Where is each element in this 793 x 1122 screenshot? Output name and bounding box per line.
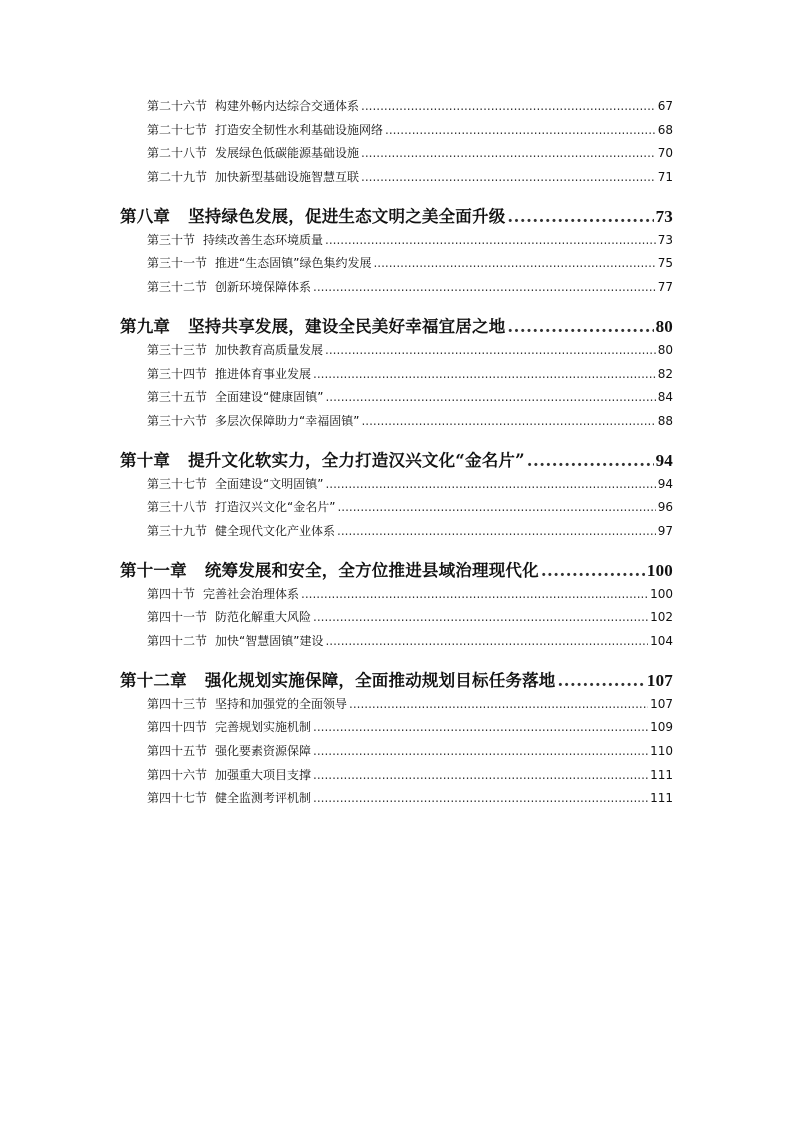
chapter-block bbox=[0, 203, 793, 302]
chapter-block bbox=[0, 667, 793, 813]
chapter-block bbox=[0, 97, 793, 192]
page-number: 70 bbox=[657, 146, 673, 161]
section-number: 第四十四节 bbox=[147, 720, 208, 735]
page-number: 75 bbox=[657, 256, 673, 271]
dot-leader bbox=[337, 524, 656, 538]
toc-section-entry[interactable] bbox=[147, 144, 673, 168]
chapter-title: 统筹发展和安全，全方位推进县域治理现代化 bbox=[204, 560, 539, 580]
page-number: 100 bbox=[650, 586, 673, 601]
page-number: 80 bbox=[655, 316, 673, 336]
section-title: 完善规划实施机制 bbox=[215, 720, 312, 735]
section-title: 加强重大项目支撑 bbox=[215, 767, 312, 782]
toc-section-entry[interactable] bbox=[147, 498, 673, 522]
toc-section-entry[interactable] bbox=[147, 585, 673, 609]
section-title: 持续改善生态环境质量 bbox=[203, 232, 324, 247]
toc-section-entry[interactable] bbox=[147, 254, 673, 278]
page-number: 68 bbox=[657, 122, 673, 137]
chapter-title: 提升文化软实力，全力打造汉兴文化“金名片” bbox=[188, 450, 525, 470]
section-title: 防范化解重大风险 bbox=[215, 610, 312, 625]
section-number: 第二十七节 bbox=[147, 122, 208, 137]
section-title: 健全监测考评机制 bbox=[215, 791, 312, 806]
toc-section-entry[interactable] bbox=[147, 718, 673, 742]
section-number: 第三十五节 bbox=[147, 390, 208, 405]
section-number: 第三十三节 bbox=[147, 342, 208, 357]
toc-section-entry[interactable] bbox=[147, 608, 673, 632]
toc-section-entry[interactable] bbox=[147, 475, 673, 499]
dot-leader bbox=[361, 146, 656, 160]
toc-chapter-entry[interactable] bbox=[120, 203, 673, 228]
section-number: 第四十六节 bbox=[147, 767, 208, 782]
section-number: 第三十节 bbox=[147, 232, 196, 247]
dot-leader bbox=[325, 477, 655, 491]
section-title: 创新环境保障体系 bbox=[215, 280, 312, 295]
chapter-number: 第十一章 bbox=[120, 560, 187, 580]
section-title: 推进“生态固镇”绿色集约发展 bbox=[215, 256, 372, 271]
page-number: 107 bbox=[646, 670, 673, 690]
toc-section-entry[interactable] bbox=[147, 632, 673, 656]
section-title: 完善社会治理体系 bbox=[203, 586, 300, 601]
toc-section-entry[interactable] bbox=[147, 97, 673, 121]
toc-section-entry[interactable] bbox=[147, 121, 673, 145]
dot-leader bbox=[361, 170, 656, 184]
dot-leader bbox=[385, 123, 656, 137]
section-number: 第三十六节 bbox=[147, 413, 208, 428]
page-number: 104 bbox=[650, 634, 673, 648]
toc-section-entry[interactable] bbox=[147, 789, 673, 813]
dot-leader bbox=[313, 791, 648, 805]
section-number: 第三十九节 bbox=[147, 523, 208, 538]
chapter-block bbox=[0, 313, 793, 436]
section-number: 第四十三节 bbox=[147, 696, 208, 711]
table-of-contents bbox=[0, 97, 793, 813]
page-number: 80 bbox=[657, 342, 673, 357]
toc-chapter-entry[interactable] bbox=[120, 313, 673, 338]
page-number: 73 bbox=[655, 206, 673, 226]
page-number: 110 bbox=[650, 744, 673, 759]
dot-leader bbox=[527, 451, 654, 470]
dot-leader bbox=[325, 390, 655, 404]
section-title: 坚持和加强党的全面领导 bbox=[215, 696, 348, 711]
section-title: 多层次保障助力“幸福固镇” bbox=[215, 413, 360, 428]
page-number: 111 bbox=[650, 791, 673, 806]
page-number: 96 bbox=[657, 500, 673, 515]
chapter-title: 强化规划实施保障，全面推动规划目标任务落地 bbox=[204, 670, 556, 690]
section-number: 第三十四节 bbox=[147, 366, 208, 381]
chapter-title: 坚持绿色发展，促进生态文明之美全面升级 bbox=[188, 206, 506, 226]
dot-leader bbox=[301, 587, 648, 601]
dot-leader bbox=[325, 343, 656, 357]
page-number: 102 bbox=[650, 610, 673, 625]
dot-leader bbox=[349, 697, 648, 711]
page-number: 71 bbox=[657, 170, 673, 185]
chapter-number: 第十章 bbox=[120, 450, 171, 470]
page-number: 73 bbox=[657, 232, 673, 247]
page-number: 97 bbox=[657, 523, 673, 538]
section-title: 打造汉兴文化“金名片” bbox=[215, 500, 336, 515]
page-number: 94 bbox=[657, 476, 673, 491]
section-title: 全面建设“健康固镇” bbox=[215, 390, 324, 405]
dot-leader bbox=[313, 367, 656, 381]
chapter-number: 第十二章 bbox=[120, 670, 187, 690]
page-number: 107 bbox=[650, 696, 673, 711]
section-title: 推进体育事业发展 bbox=[215, 366, 312, 381]
toc-chapter-entry[interactable] bbox=[120, 557, 673, 582]
page-number: 111 bbox=[650, 767, 673, 782]
section-title: 加快新型基础设施智慧互联 bbox=[215, 170, 360, 185]
section-number: 第四十一节 bbox=[147, 610, 208, 625]
page-number: 100 bbox=[646, 560, 673, 580]
section-number: 第三十二节 bbox=[147, 280, 208, 295]
chapter-title: 坚持共享发展，建设全民美好幸福宜居之地 bbox=[188, 316, 506, 336]
section-number: 第四十七节 bbox=[147, 791, 208, 806]
dot-leader bbox=[313, 744, 648, 758]
toc-section-entry[interactable] bbox=[147, 412, 673, 436]
section-title: 强化要素资源保障 bbox=[215, 744, 312, 759]
dot-leader bbox=[507, 317, 653, 336]
toc-section-entry[interactable] bbox=[147, 365, 673, 389]
dot-leader bbox=[373, 256, 655, 270]
section-number: 第三十七节 bbox=[147, 476, 208, 491]
section-title: 发展绿色低碳能源基础设施 bbox=[215, 146, 360, 161]
section-number: 第二十六节 bbox=[147, 99, 208, 113]
page-number: 77 bbox=[657, 280, 673, 295]
toc-section-entry[interactable] bbox=[147, 522, 673, 546]
section-number: 第四十节 bbox=[147, 586, 196, 601]
chapter-number: 第八章 bbox=[120, 206, 171, 226]
section-title: 加快“智慧固镇”建设 bbox=[215, 634, 324, 648]
dot-leader bbox=[541, 561, 645, 580]
page-number: 88 bbox=[657, 413, 673, 428]
section-title: 全面建设“文明固镇” bbox=[215, 476, 324, 491]
page-number: 84 bbox=[657, 390, 673, 405]
dot-leader bbox=[313, 280, 656, 294]
page-number: 67 bbox=[657, 99, 673, 113]
toc-section-entry[interactable] bbox=[147, 168, 673, 192]
toc-section-entry[interactable] bbox=[147, 766, 673, 790]
section-title: 构建外畅内达综合交通体系 bbox=[215, 99, 360, 113]
section-number: 第四十二节 bbox=[147, 634, 208, 648]
section-title: 健全现代文化产业体系 bbox=[215, 523, 336, 538]
dot-leader bbox=[361, 99, 656, 113]
toc-section-entry[interactable] bbox=[147, 278, 673, 302]
page-number: 94 bbox=[655, 450, 673, 470]
dot-leader bbox=[325, 634, 648, 648]
dot-leader bbox=[313, 720, 648, 734]
dot-leader bbox=[313, 610, 648, 624]
section-number: 第三十八节 bbox=[147, 500, 208, 515]
page-number: 109 bbox=[650, 720, 673, 735]
chapter-number: 第九章 bbox=[120, 316, 171, 336]
toc-section-entry[interactable] bbox=[147, 695, 673, 719]
section-title: 加快教育高质量发展 bbox=[215, 342, 324, 357]
toc-section-entry[interactable] bbox=[147, 742, 673, 766]
dot-leader bbox=[558, 671, 645, 690]
section-title: 打造安全韧性水利基础设施网络 bbox=[215, 122, 384, 137]
page-number: 82 bbox=[657, 366, 673, 381]
section-number: 第二十九节 bbox=[147, 170, 208, 185]
toc-section-entry[interactable] bbox=[147, 231, 673, 255]
toc-section-entry[interactable] bbox=[147, 341, 673, 365]
chapter-block bbox=[0, 447, 793, 546]
chapter-block bbox=[0, 557, 793, 656]
section-number: 第四十五节 bbox=[147, 744, 208, 759]
dot-leader bbox=[337, 500, 655, 514]
dot-leader bbox=[361, 414, 655, 428]
dot-leader bbox=[507, 207, 653, 226]
toc-chapter-entry[interactable] bbox=[120, 447, 673, 472]
toc-section-entry[interactable] bbox=[147, 388, 673, 412]
dot-leader bbox=[313, 768, 648, 782]
dot-leader bbox=[325, 233, 656, 247]
toc-chapter-entry[interactable] bbox=[120, 667, 673, 692]
section-number: 第三十一节 bbox=[147, 256, 208, 271]
section-number: 第二十八节 bbox=[147, 146, 208, 161]
